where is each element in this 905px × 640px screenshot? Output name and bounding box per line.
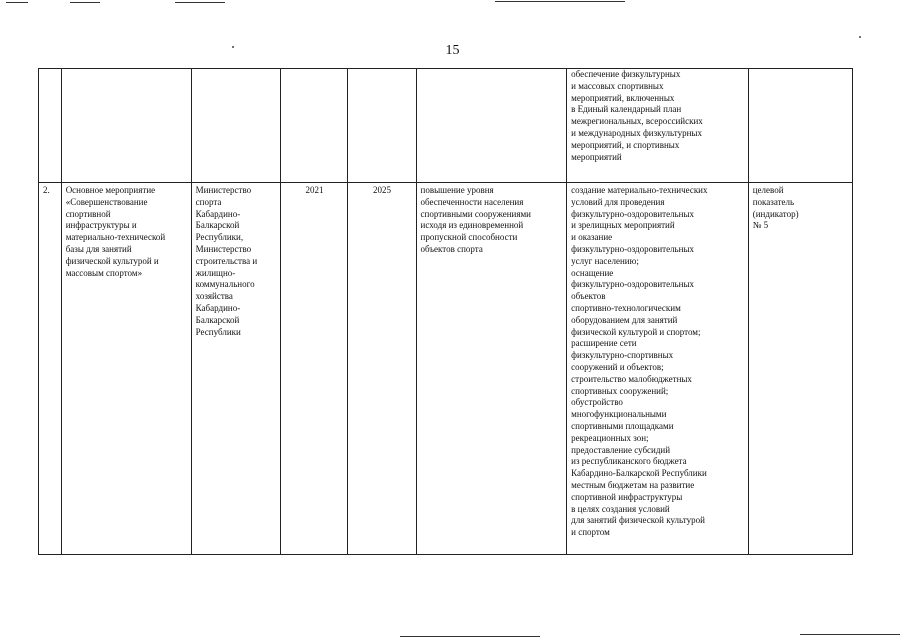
responsible-organization-cell: Министерство спорта Кабардино- Балкарской Республики, Министерство строительства и жилищно- коммунального хозяйства Кабардино- Балкарской Республики [191, 183, 281, 555]
scan-artifact-bottom-center [400, 636, 540, 637]
indicator-cell [748, 69, 852, 183]
expected-result-cell: повышение уровня обеспеченности населения спортивными сооружениями исходя из единовременной пропускной способности объектов спорта [416, 183, 567, 555]
end-year-cell: 2025 [348, 183, 416, 555]
indicator-cell: целевой показатель (индикатор) № 5 [748, 183, 852, 555]
main-directions-cell: создание материально-технических условий для проведения физкультурно-оздоровительных и зрелищных мероприятий и оказание физкультурно-оздоровительных услуг населению; оснащение физкультурно-оздоровительных объектов спортивно-технологическим оборудованием для занятий физической культурой и спортом; расширение сети физкультурно-спортивных сооружений и объектов; строительство малобюджетных спортивных сооружений; обустройство многофункциональными спортивными площадками рекреационных зон; предоставление субсидий из республиканского бюджета Кабардино-Балкарской Республики местным бюджетам на развитие спортивной инфраструктуры в целях создания условий для занятий физической культурой и спортом [567, 183, 749, 555]
table-row-measure-2 [39, 183, 853, 555]
row-number-cell: 2. [39, 183, 62, 555]
start-year-cell [281, 69, 348, 183]
scan-artifact-bottom-right [800, 634, 900, 635]
scan-dot [859, 36, 861, 38]
scan-artifact-top-left-2 [70, 2, 100, 3]
responsible-organization-cell [191, 69, 281, 183]
start-year-cell: 2021 [281, 183, 348, 555]
measures-table [38, 68, 853, 555]
measure-name-cell [61, 69, 191, 183]
expected-result-cell [416, 69, 567, 183]
table-row-continued [39, 69, 853, 183]
page-number: 15 [445, 43, 460, 58]
row-number-cell [39, 69, 62, 183]
scan-artifact-top-left [6, 2, 28, 3]
scan-artifact-top-center [175, 2, 225, 3]
measure-name-cell: Основное мероприятие «Совершенствование спортивной инфраструктуры и материально-технической базы для занятий физической культурой и массовым спортом» [61, 183, 191, 555]
scan-artifact-top-right [495, 1, 625, 2]
end-year-cell [348, 69, 416, 183]
main-directions-cell: обеспечение физкультурных и массовых спортивных мероприятий, включенных в Единый календарный план межрегиональных, всероссийских и международных физкультурных мероприятий, и спортивных мероприятий [567, 69, 749, 183]
